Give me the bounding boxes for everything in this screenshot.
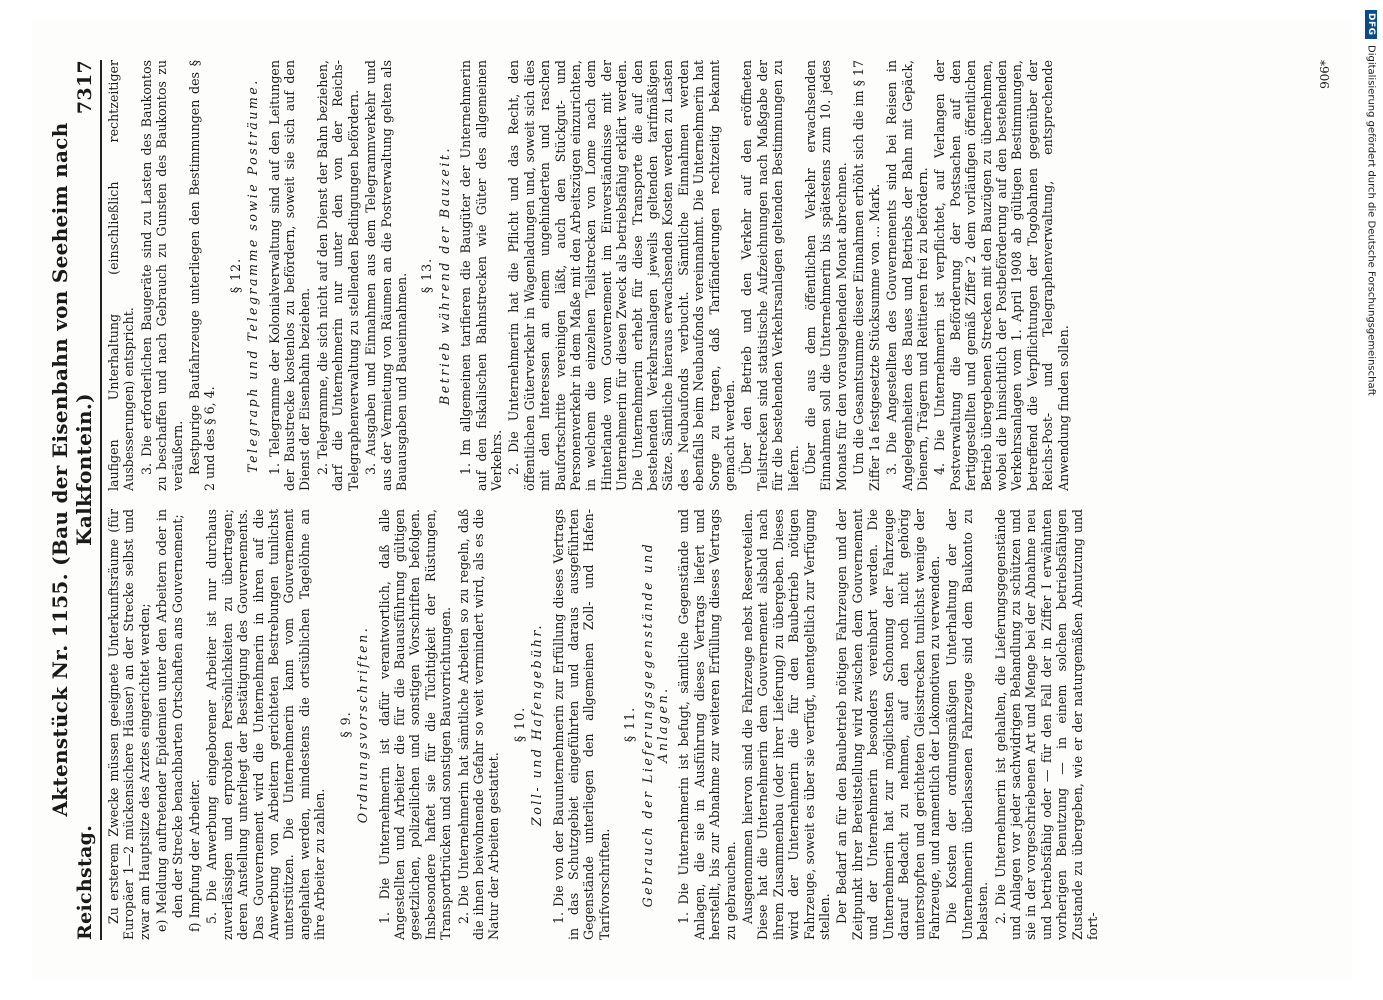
paragraph: Restpurige Baufahrzeuge unterliegen den Bestimmungen des § 2 und des § 6, 4. bbox=[186, 60, 217, 491]
paragraph: 3. Ausgaben und Einnahmen aus dem Telegrammverkehr und aus der Vermietung von Räumen an die Postverwaltung gelten als Bauausgaben und Baueinnahmen. bbox=[362, 60, 409, 491]
paragraph: 1. Im allgemeinen tarifieren die Baugüter der Unternehmerin auf den fiskalischen Bahnstrecken wie Güter des allgemeinen Verkehrs. bbox=[457, 60, 504, 491]
paragraph: 1. Die Unternehmerin ist dafür verantwortlich, daß alle Angestellten und Arbeiter die für die Bauausführung gültigen gesetzlichen, polizeilichen und sonstigen Vorschriften befolgen. Insbesondere haftet sie für die Tüchtigkeit der Rüstungen, Transportbrücken und sonstigen Bauvorrichtungen. bbox=[376, 509, 453, 940]
credit-text: Digitalisierung gefördert durch die Deutsche Forschungsgemeinschaft bbox=[1365, 44, 1377, 396]
section-subheading: Zoll- und Hafengebühr. bbox=[528, 622, 544, 827]
dfg-logo: DFG bbox=[1365, 10, 1377, 39]
paragraph: Der Bedarf an für den Baubetrieb nötigen Fahrzeugen und der Zeitpunkt ihrer Bereitstellung wird zwischen dem Gouvernement und der Unternehmerin besonders vereinbart werden. Die Unternehmerin hat zur möglichsten Schonung der Fahrzeuge darauf Bedacht zu nehmen, auf den noch nicht gehörig unterstopften und gerichteten Gleisstrecken tunlichst wenige der Fahrzeuge, und namentlich der Lokomotiven zu verwenden. bbox=[833, 509, 942, 940]
paragraph: Ausgenommen hiervon sind die Fahrzeuge nebst Reserveteilen. Diese hat die Unternehmerin dem Gouvernement alsbald nach ihrem Zusammenbau (oder ihrer Lieferung) zu übergeben. Dieses wird der Unternehmerin die für den Baubetrieb nötigen Fahrzeuge, soweit es über sie verfügt, unentgeltlich zur Verfügung stellen. bbox=[739, 509, 832, 940]
header-left: Reichstag. bbox=[73, 824, 96, 940]
paragraph: 1. Die von der Bauunternehmerin zur Erfüllung dieses Vertrags in das Schutzgebiet eingeführten und daraus ausgeführten Gegenstände unterliegen den allgemeinen Zoll- und Hafen-Tarifvorschriften. bbox=[550, 509, 612, 940]
section-heading: § 9. bbox=[337, 711, 353, 738]
paragraph: Über die aus dem öffentlichen Verkehr erwachsenden Einnahmen soll die Unternehmerin bis spätestens zum 10. jedes Monats für den vorausgehenden Monat abrechnen. bbox=[802, 60, 849, 491]
paragraph: Um die Gesamtsumme dieser Einnahmen erhöht sich die im § 17 Ziffer 1a festgesetzte Stücksumme von ... Mark. bbox=[850, 60, 882, 491]
paragraph: 3. Die Angestellten des Gouvernements sind bei Reisen in Angelegenheiten des Baues und Betriebs der Bahn mit Gepäck, Dienern, Trägern und Reittieren frei zu befördern. bbox=[883, 60, 930, 491]
section-heading: § 13. bbox=[418, 257, 434, 294]
paragraph: f) Impfung der Arbeiter. bbox=[186, 779, 202, 932]
paragraph: 4. Die Unternehmerin ist verpflichtet, auf Verlangen der Postverwaltung die Beförderung der Postsachen auf den fertiggestellten und gemäß Ziffer 2 dem vorläufigen öffentlichen Betrieb übergebenen Strecken mit den Bauzügen zu übernehmen, wobei die hinsichtlich der Postbeförderung auf den bestehenden Verkehrsanlagen vom 1. April 1908 ab gültigen Bestimmungen, betreffend die Verpflichtungen der Togobahnen gegenüber der Reichs-Post- und Telegraphenverwaltung, entsprechende Anwendung finden sollen. bbox=[931, 60, 1071, 491]
paragraph: 2. Die Unternehmerin hat sämtliche Arbeiten so zu regeln, daß die ihnen beiwohnende Gefahr so weit vermindert wird, als es die Natur der Arbeiten gestattet. bbox=[455, 509, 501, 940]
footer-mark: 906* bbox=[1317, 60, 1332, 89]
section-heading: § 12. bbox=[227, 257, 243, 294]
paragraph: 5. Die Anwerbung eingeborener Arbeiter ist nur durchaus zuverlässigen und erprobten Persönlichkeiten zu übertragen; deren Anstellung unterliegt der Bestätigung des Gouvernements. Das Gouvernement wird die Unternehmerin in ihren auf die Anwerbung von Arbeitern gerichteten Bestrebungen tunlichst unterstützen. Die Unternehmerin kann vom Gouvernement angehalten werden, mindestens die ortsüblichen Tagelöhne an ihre Arbeiter zu zahlen. bbox=[203, 509, 327, 940]
digitization-credit bbox=[1365, 10, 1377, 990]
section-subheading: Gebrauch der Lieferungsgegenstände und Anlagen. bbox=[639, 541, 670, 908]
paragraph: 2. Telegramme, die sich nicht auf den Dienst der Bahn beziehen, darf die Unternehmerin nur unter den von der Reichs-Telegraphenverwaltung zu stellenden Bedingungen befördern. bbox=[314, 60, 361, 491]
paragraph: 3. Die erforderlichen Baugeräte sind zu Lasten des Baukontos zu beschaffen und nach Gebrauch zu Gunsten des Baukontos zu veräußern. bbox=[138, 60, 185, 491]
paragraph: 2. Die Unternehmerin ist gehalten, die Lieferungsgegenstände und Anlagen vor jeder sachwidrigen Behandlung zu schützen und sie in der vorgeschriebenen Art und Menge bei der Abnahme neu und betriebsfähig oder — für den Fall der in Ziffer I erwähnten vorherigen Benutzung — in einem solchen betriebsfähigen Zustande zu übergeben, wie er der naturgemäßen Abnutzung und fort- bbox=[992, 509, 1100, 940]
paragraph: Zu ersterem Zwecke müssen geeignete Unterkunftsräume (für Europäer 1—2 mückensichere Häuser) an der Strecke selbst und zwar am Hauptsitze des Arztes eingerichtet werden; bbox=[105, 509, 152, 940]
right-column bbox=[106, 60, 1298, 491]
paragraph: Die Kosten der ordnungsmäßigen Unterhaltung der der Unternehmerin überlassenen Fahrzeuge sind dem Baukonto zu belasten. bbox=[943, 509, 990, 940]
paragraph: 1. Telegramme der Kolonialverwaltung sind auf den Leitungen der Baustrecke kostenlos zu befördern, soweit sie sich auf den Dienst der Eisenbahn beziehen. bbox=[266, 60, 312, 491]
paragraph: e) Meldung auftretender Epidemien unter den Arbeitern oder in den der Strecke benachbarten Ortschaften ans Gouvernement; bbox=[153, 509, 185, 932]
section-subheading: Ordnungsvorschriften. bbox=[354, 625, 370, 824]
section-subheading: Betrieb während der Bauzeit. bbox=[436, 146, 452, 405]
paragraph: laufigen Unterhaltung (einschließlich rechtzeitiger Ausbesserungen) entspricht. bbox=[105, 60, 136, 491]
header-title: Aktenstück Nr. 1155. (Bau der Eisenbahn von Seeheim nach Kalkfontein.) bbox=[47, 122, 96, 817]
text-columns bbox=[106, 60, 1298, 940]
paragraph: Über den Betrieb und den Verkehr auf den eröffneten Teilstrecken sind statistische Aufzeichnungen nach Maßgabe der für die bestehenden Verkehrsanlagen geltenden Bestimmungen zu liefern. bbox=[738, 60, 801, 491]
page-number: 7317 bbox=[73, 60, 96, 115]
left-column bbox=[106, 509, 1298, 940]
section-heading: § 11. bbox=[621, 706, 637, 743]
paragraph: 2. Die Unternehmerin hat die Pflicht und das Recht, den öffentlichen Güterverkehr in Wagenladungen und, soweit sich dies mit den Interessen an einem ungehinderten und raschen Baufortschritte vereinigen läßt, auch den Stückgut- und Personenverkehr in dem Maße mit den Arbeitszügen einzurichten, in welchem die einzelnen Teilstrecken von Lome nach dem Hinterlande vom Gouvernement im Einverständnisse mit der Unternehmerin für diesen Zweck als betriebsfähig erklärt werden. Die Unternehmerin erhebt für diese Transporte die auf den bestehenden Verkehrsanlagen jeweils geltenden tarifmäßigen Sätze. Sämtliche hieraus erwachsenden Kosten werden zu Lasten des Neubaufonds verbucht. Sämtliche Einnahmen werden ebenfalls beim Neubaufonds vereinnahmt. Die Unternehmerin hat Sorge zu tragen, daß Tarifänderungen rechtzeitig bekannt gemacht werden. bbox=[505, 60, 737, 491]
page-header bbox=[47, 60, 102, 940]
section-subheading: Telegraph und Telegramme sowie Posträume. bbox=[244, 78, 260, 473]
rotated-document-page bbox=[32, 20, 1352, 980]
section-heading: § 10. bbox=[511, 706, 527, 743]
paragraph: 1. Die Unternehmerin ist befugt, sämtliche Gegenstände und Anlagen, die sie in Ausführung dieses Vertrags liefert und herstellt, bis zur Abnahme zur weiteren Erfüllung dieses Vertrags zu gebrauchen. bbox=[675, 509, 738, 940]
